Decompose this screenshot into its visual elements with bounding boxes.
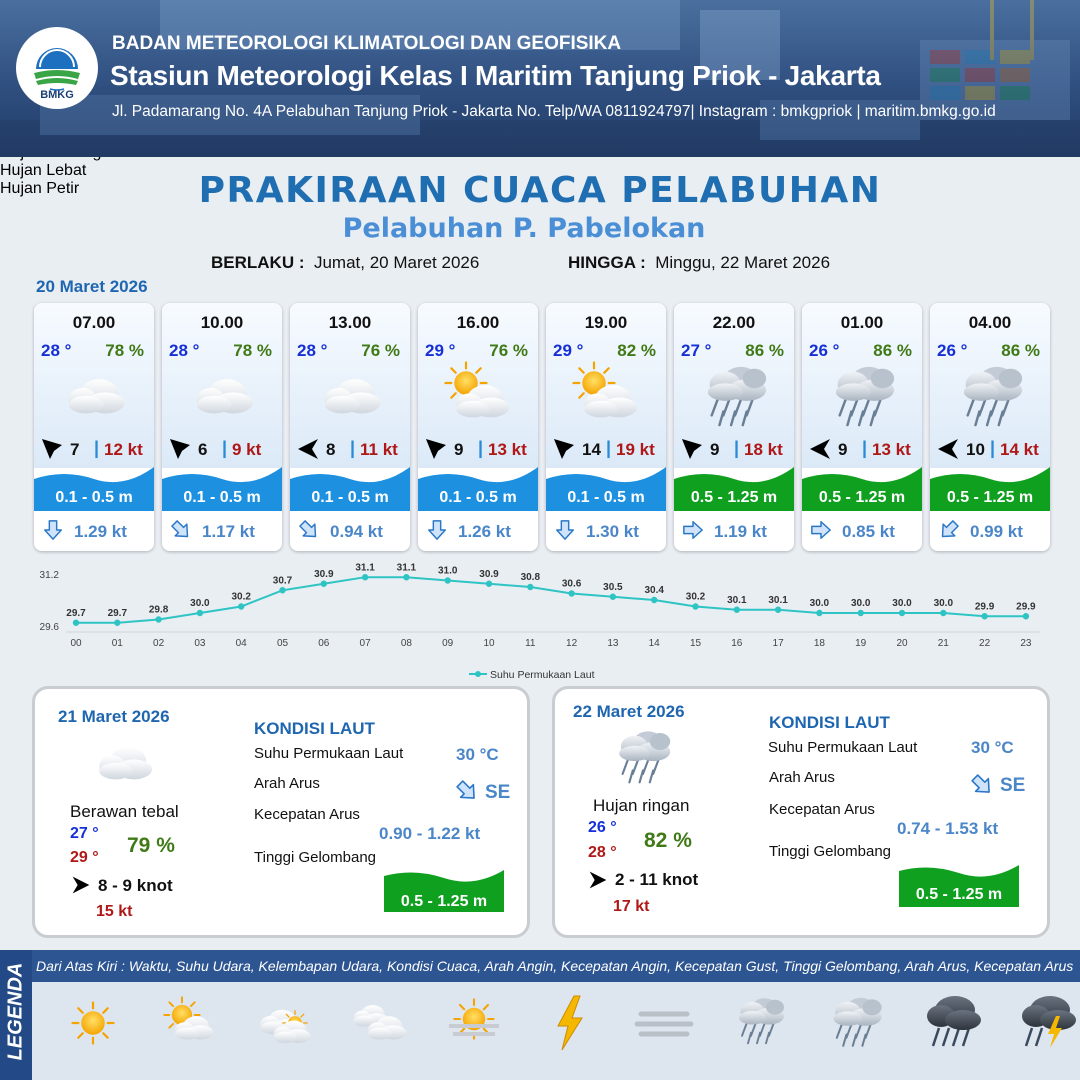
day3-current-southeast-icon <box>965 768 999 802</box>
wind-east-icon <box>808 437 832 461</box>
x-tick-label: 08 <box>400 638 412 649</box>
sst-value-label: 31.1 <box>396 562 417 574</box>
heavy-rain-icon <box>915 988 985 1063</box>
forecast-time: 04.00 <box>968 313 1012 332</box>
x-tick-label: 03 <box>194 638 206 649</box>
sst-value-label: 30.1 <box>727 594 747 606</box>
sst-value-label: 30.1 <box>768 594 788 606</box>
air-temperature: 27 ° <box>681 341 712 360</box>
x-tick-label: 21 <box>937 638 949 649</box>
separator: | <box>222 438 228 458</box>
sst-point <box>486 581 492 587</box>
sst-value-label: 30.9 <box>314 568 334 580</box>
day3-summary-box <box>552 686 1050 938</box>
gust-speed: 13 kt <box>488 440 527 459</box>
forecast-card <box>674 303 794 551</box>
sst-point <box>403 574 409 580</box>
separator: | <box>862 438 868 458</box>
current-south-icon <box>426 519 448 541</box>
x-tick-label: 23 <box>1020 638 1032 649</box>
day3-gust: 17 kt <box>613 898 650 915</box>
day2-wave-height: 0.5 - 1.25 m <box>400 893 488 910</box>
humidity: 78 % <box>105 341 144 360</box>
haze-icon <box>439 988 509 1063</box>
sst-point <box>527 584 533 590</box>
x-tick-label: 16 <box>731 638 743 649</box>
sst-point <box>899 610 905 616</box>
sst-point <box>816 610 822 616</box>
gust-speed: 9 kt <box>232 440 262 459</box>
day2-sst-value: 30 °C <box>456 745 499 764</box>
separator: | <box>606 438 612 458</box>
day2-wind-speed: 8 - 9 knot <box>98 876 173 895</box>
sst-point <box>651 597 657 603</box>
wave-height: 0.5 - 1.25 m <box>690 489 778 506</box>
sst-value-label: 30.2 <box>231 591 251 603</box>
forecast-time: 16.00 <box>456 313 500 332</box>
day2-current-speed: 0.90 - 1.22 kt <box>379 824 481 843</box>
sst-point <box>568 590 574 596</box>
gust-speed: 18 kt <box>744 440 783 459</box>
legend-series-name: Suhu Permukaan Laut <box>490 669 595 681</box>
current-speed: 1.17 kt <box>202 522 255 541</box>
legend-marker <box>475 671 481 677</box>
sst-point <box>692 603 698 609</box>
sst-value-label: 30.0 <box>933 598 954 609</box>
air-temperature: 28 ° <box>41 341 72 360</box>
sst-value-label: 30.8 <box>520 572 541 583</box>
weather-cerah-berawan-icon <box>566 361 646 429</box>
day1-date: 20 Maret 2026 <box>36 277 148 296</box>
separator: | <box>990 438 996 458</box>
forecast-time: 07.00 <box>72 313 116 332</box>
legend-description-band <box>32 950 1080 982</box>
wind-speed: 6 <box>198 440 208 459</box>
x-tick-label: 15 <box>689 638 702 649</box>
weather-cerah-berawan-icon <box>438 361 518 429</box>
humidity: 86 % <box>1001 341 1040 360</box>
humidity: 86 % <box>873 341 912 360</box>
forecast-time: 22.00 <box>712 313 756 332</box>
humidity: 86 % <box>745 341 784 360</box>
x-tick-label: 10 <box>483 638 495 649</box>
sst-point <box>981 613 987 619</box>
current-east-icon <box>682 519 704 541</box>
air-temperature: 29 ° <box>553 341 584 360</box>
sst-point <box>197 610 203 616</box>
day3-temp-min: 26 ° <box>588 819 617 836</box>
day3-condition: Hujan ringan <box>593 796 690 815</box>
current-speed: 1.26 kt <box>458 522 511 541</box>
sst-line-chart <box>0 560 1080 685</box>
day3-wind-east-icon <box>588 870 608 890</box>
current-speed: 0.99 kt <box>970 522 1023 541</box>
x-tick-label: 04 <box>235 638 247 649</box>
day3-current-speed: 0.74 - 1.53 kt <box>897 819 999 838</box>
forecast-card <box>418 303 538 551</box>
sst-value-label: 30.4 <box>644 585 664 596</box>
y-tick-label: 31.2 <box>39 570 59 581</box>
sst-point <box>279 587 285 593</box>
wind-northwest-icon <box>40 437 64 461</box>
fog-icon <box>629 988 699 1063</box>
forecast-time: 19.00 <box>584 313 628 332</box>
sun-cloud-icon <box>153 988 223 1063</box>
lightning-icon <box>534 988 604 1063</box>
wave-height: 0.1 - 0.5 m <box>567 489 645 506</box>
sst-value-label: 29.9 <box>1016 601 1036 613</box>
sst-value-label: 30.6 <box>561 578 582 590</box>
light-rain-icon <box>724 988 794 1063</box>
current-speed: 0.94 kt <box>330 522 383 541</box>
x-tick-label: 09 <box>442 638 454 649</box>
gust-speed: 13 kt <box>872 440 911 459</box>
legend-description: Dari Atas Kiri : Waktu, Suhu Udara, Kelembapan Udara, Kondisi Cuaca, Arah Angin, Kecepatan Angin, Kecepatan Gust, Tinggi Gelombang, Arah Arus, Kecepatan Arus <box>36 958 1074 974</box>
sst-point <box>940 610 946 616</box>
sst-point <box>445 577 451 583</box>
day3-sst-value: 30 °C <box>971 738 1014 757</box>
forecast-time: 01.00 <box>840 313 884 332</box>
wind-speed: 7 <box>70 440 80 459</box>
day3-current-speed-label: Kecepatan Arus <box>769 801 875 818</box>
current-speed: 1.30 kt <box>586 522 639 541</box>
day3-current-dir-label: Arah Arus <box>769 769 835 786</box>
day2-temp-max: 29 ° <box>70 849 99 866</box>
x-tick-label: 00 <box>70 638 82 649</box>
x-tick-label: 06 <box>318 638 330 649</box>
gust-speed: 19 kt <box>616 440 655 459</box>
wind-northwest-icon <box>424 437 448 461</box>
day3-current-dir: SE <box>1000 775 1026 796</box>
current-south-icon <box>42 519 64 541</box>
air-temperature: 28 ° <box>169 341 200 360</box>
agency-name: BADAN METEOROLOGI KLIMATOLOGI DAN GEOFISIKA <box>112 33 622 54</box>
x-tick-label: 07 <box>359 638 371 649</box>
sst-point <box>238 603 244 609</box>
sun-icon <box>58 988 128 1063</box>
day2-humidity: 79 % <box>127 834 175 857</box>
x-tick-label: 20 <box>896 638 908 649</box>
bmkg-logo <box>16 27 98 109</box>
y-tick-label: 29.6 <box>39 622 59 633</box>
sst-value-label: 30.0 <box>190 598 210 609</box>
validity-to-value: Minggu, 22 Maret 2026 <box>655 253 831 272</box>
cloudy-sun-icon <box>248 988 318 1063</box>
x-tick-label: 19 <box>855 638 867 649</box>
wind-northwest-icon <box>168 437 192 461</box>
station-name: Stasiun Meteorologi Kelas I Maritim Tanjung Priok - Jakarta <box>110 60 881 91</box>
port-name: Pelabuhan P. Pabelokan <box>342 213 706 244</box>
sst-value-label: 30.7 <box>272 575 293 587</box>
sst-point <box>73 620 79 626</box>
day3-date: 22 Maret 2026 <box>573 702 685 721</box>
day2-sst-label: Suhu Permukaan Laut <box>254 745 404 762</box>
wave-height: 0.5 - 1.25 m <box>818 489 906 506</box>
legend-item-label: Hujan Petir <box>0 180 80 197</box>
day3-wave-height: 0.5 - 1.25 m <box>915 886 1003 903</box>
wind-northwest-icon <box>680 437 704 461</box>
separator: | <box>478 438 484 458</box>
air-temperature: 29 ° <box>425 341 456 360</box>
gust-speed: 11 kt <box>360 440 398 459</box>
x-tick-label: 11 <box>525 638 536 649</box>
separator: | <box>734 438 740 458</box>
day2-sea-title: KONDISI LAUT <box>254 719 375 738</box>
gust-speed: 14 kt <box>1000 440 1039 459</box>
sst-point <box>114 620 120 626</box>
day2-weather-icon <box>91 739 157 785</box>
moderate-rain-icon <box>820 988 890 1063</box>
sst-point <box>610 594 616 600</box>
day2-current-southeast-icon <box>450 774 484 808</box>
sst-value-label: 30.2 <box>685 591 706 603</box>
sst-series-line <box>76 577 1026 623</box>
forecast-card <box>802 303 922 551</box>
sst-value-label: 29.8 <box>148 604 169 616</box>
legend-title: LEGENDA <box>4 962 27 1061</box>
air-temperature: 26 ° <box>809 341 840 360</box>
sst-value-label: 30.0 <box>809 598 830 609</box>
current-speed: 1.29 kt <box>74 522 127 541</box>
wave-height: 0.1 - 0.5 m <box>311 489 389 506</box>
wind-speed: 10 <box>966 440 985 459</box>
day2-gust: 15 kt <box>96 903 133 920</box>
forecast-time: 10.00 <box>200 313 244 332</box>
sst-point <box>1023 613 1029 619</box>
wind-speed: 8 <box>326 440 336 459</box>
x-tick-label: 17 <box>772 638 784 649</box>
humidity: 82 % <box>617 341 656 360</box>
wind-speed: 9 <box>454 440 464 459</box>
sst-point <box>362 574 368 580</box>
sst-value-label: 30.5 <box>603 581 623 593</box>
day3-wave-label: Tinggi Gelombang <box>769 843 892 860</box>
day3-temp-max: 28 ° <box>588 844 617 861</box>
air-temperature: 26 ° <box>937 341 968 360</box>
wave-height: 0.1 - 0.5 m <box>439 489 517 506</box>
x-tick-label: 02 <box>153 638 165 649</box>
validity-from <box>211 253 479 273</box>
sst-value-label: 31.1 <box>355 562 375 574</box>
current-speed: 0.85 kt <box>842 522 895 541</box>
forecast-card <box>930 303 1050 551</box>
forecast-card <box>290 303 410 551</box>
wind-speed: 9 <box>710 440 720 459</box>
wind-speed: 14 <box>582 440 601 459</box>
wind-east-icon <box>296 437 320 461</box>
day2-date: 21 Maret 2026 <box>58 707 170 726</box>
wave-height: 0.1 - 0.5 m <box>55 489 133 506</box>
weather-berawan-tebal-icon <box>182 361 262 429</box>
x-tick-label: 12 <box>566 638 578 649</box>
page-title: PRAKIRAAN CUACA PELABUHAN <box>198 170 882 211</box>
wave-height: 0.5 - 1.25 m <box>946 489 1034 506</box>
separator: | <box>350 438 356 458</box>
sst-point <box>155 616 161 622</box>
forecast-card <box>34 303 154 551</box>
sst-point <box>734 607 740 613</box>
sst-value-label: 30.0 <box>892 598 912 609</box>
logo-text: BMKG <box>40 89 74 101</box>
x-tick-label: 13 <box>607 638 619 649</box>
wind-speed: 9 <box>838 440 848 459</box>
sst-point <box>321 581 327 587</box>
weather-berawan-tebal-icon <box>310 361 390 429</box>
day2-wave-label: Tinggi Gelombang <box>254 849 377 866</box>
validity-to <box>568 253 830 273</box>
day2-summary-box <box>32 686 530 938</box>
wind-east-icon <box>936 437 960 461</box>
sst-value-label: 29.7 <box>66 607 86 619</box>
sst-value-label: 30.0 <box>850 598 871 609</box>
thunderstorm-icon <box>1010 988 1080 1063</box>
forecast-card <box>162 303 282 551</box>
x-tick-label: 22 <box>979 638 991 649</box>
day3-sea-title: KONDISI LAUT <box>769 713 890 732</box>
day2-current-dir-label: Arah Arus <box>254 775 320 792</box>
wind-northwest-icon <box>552 437 576 461</box>
sst-point <box>858 610 864 616</box>
wave-height: 0.1 - 0.5 m <box>183 489 261 506</box>
day3-wind-speed: 2 - 11 knot <box>615 870 699 889</box>
station-address: Jl. Padamarang No. 4A Pelabuhan Tanjung Priok - Jakarta No. Telp/WA 0811924797| Instagram : bmkgpriok | maritim.bmkg.go.id <box>112 103 996 120</box>
air-temperature: 28 ° <box>297 341 328 360</box>
x-tick-label: 14 <box>648 638 660 649</box>
x-tick-label: 05 <box>276 638 289 649</box>
current-south-icon <box>554 519 576 541</box>
day3-weather-icon <box>609 725 677 787</box>
legend-side-label <box>0 950 32 1080</box>
forecast-card <box>546 303 666 551</box>
weather-hujan-ringan-icon <box>822 361 902 429</box>
day2-condition: Berawan tebal <box>70 802 179 821</box>
sst-value-label: 29.7 <box>107 607 128 619</box>
humidity: 76 % <box>361 341 400 360</box>
current-speed: 1.19 kt <box>714 522 767 541</box>
weather-hujan-ringan-icon <box>694 361 774 429</box>
humidity: 78 % <box>233 341 272 360</box>
day2-wind-east-icon <box>71 875 91 895</box>
day3-sst-label: Suhu Permukaan Laut <box>768 739 918 756</box>
humidity: 76 % <box>489 341 528 360</box>
day3-humidity: 82 % <box>644 829 692 852</box>
gust-speed: 12 kt <box>104 440 143 459</box>
day2-current-dir: SE <box>485 782 511 803</box>
overcast-icon <box>344 988 414 1063</box>
sst-point <box>775 607 781 613</box>
sst-value-label: 29.9 <box>974 601 995 613</box>
weather-hujan-ringan-icon <box>950 361 1030 429</box>
sst-value-label: 30.9 <box>479 568 499 580</box>
day2-current-speed-label: Kecepatan Arus <box>254 806 360 823</box>
sst-value-label: 31.0 <box>437 565 458 577</box>
separator: | <box>94 438 100 458</box>
validity-from-value: Jumat, 20 Maret 2026 <box>313 253 480 272</box>
x-tick-label: 18 <box>813 638 825 649</box>
weather-berawan-tebal-icon <box>54 361 134 429</box>
forecast-time: 13.00 <box>328 313 372 332</box>
validity-to-label: HINGGA : <box>568 253 646 272</box>
day2-temp-min: 27 ° <box>70 825 99 842</box>
validity-from-label: BERLAKU : <box>211 253 305 272</box>
legend-item-label: Hujan Lebat <box>0 162 87 179</box>
header-banner <box>0 0 1080 157</box>
x-tick-label: 01 <box>111 638 123 649</box>
current-east-icon <box>810 519 832 541</box>
